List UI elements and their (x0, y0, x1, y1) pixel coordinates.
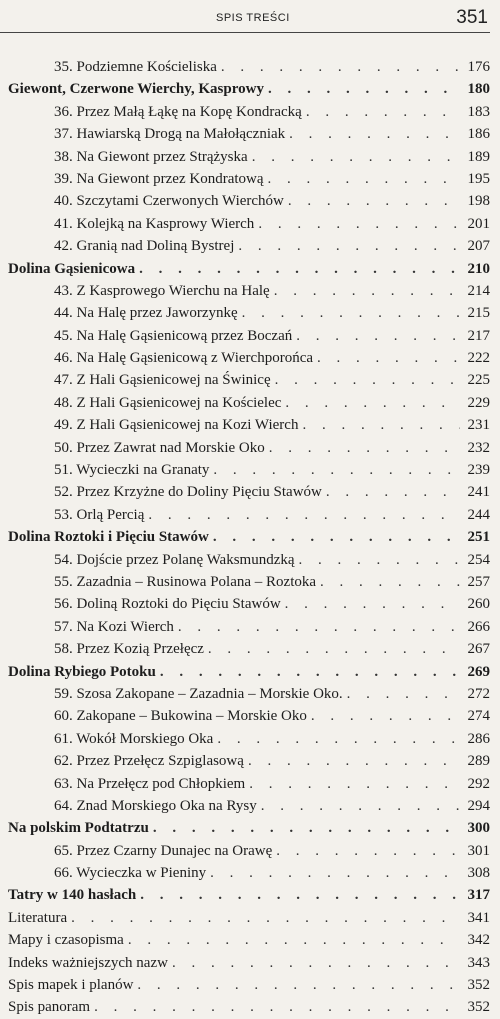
toc-page-number: 254 (467, 551, 490, 568)
toc-page-number: 210 (467, 260, 490, 277)
toc-page-number: 352 (467, 999, 490, 1016)
toc-entry-row (8, 235, 490, 257)
toc-entry-row (8, 862, 490, 884)
toc-entry-row (8, 459, 490, 481)
dot-leader (71, 907, 460, 929)
toc-entry-title: 66. Wycieczka w Pieniny (54, 865, 207, 882)
toc-entry-row (8, 728, 490, 750)
table-of-contents (8, 56, 490, 1019)
toc-entry-row (8, 414, 490, 436)
toc-entry-title: 64. Znad Morskiego Oka na Rysy (54, 797, 257, 814)
dot-leader (248, 750, 460, 772)
toc-entry-title: 41. Kolejką na Kasprowy Wierch (54, 215, 255, 232)
toc-page-number: 267 (467, 641, 490, 658)
toc-entry-title: 43. Z Kasprowego Wierchu na Halę (54, 282, 270, 299)
toc-page-number: 352 (467, 977, 490, 994)
toc-entry-row (8, 974, 490, 996)
toc-page-number: 231 (467, 417, 490, 434)
toc-section-row (8, 884, 490, 906)
dot-leader (213, 526, 460, 548)
toc-entry-row (8, 101, 490, 123)
dot-leader (285, 392, 460, 414)
toc-page-number: 257 (467, 573, 490, 590)
toc-page-number: 269 (467, 663, 490, 680)
dot-leader (140, 884, 460, 906)
dot-leader (213, 459, 460, 481)
toc-entry-title: 44. Na Halę przez Jaworzynkę (54, 305, 238, 322)
toc-entry-title: 38. Na Giewont przez Strążyska (54, 148, 248, 165)
toc-entry-title: Spis mapek i planów (8, 977, 134, 994)
toc-page-number: 241 (467, 484, 490, 501)
toc-entry-title: 53. Orlą Percią (54, 506, 145, 523)
dot-leader (274, 280, 460, 302)
toc-entry-row (8, 504, 490, 526)
toc-section-title: Tatry w 140 hasłach (8, 887, 137, 904)
toc-section-title: Dolina Roztoki i Pięciu Stawów (8, 529, 209, 546)
dot-leader (221, 56, 460, 78)
toc-entry-row (8, 437, 490, 459)
toc-entry-title: 36. Przez Małą Łąkę na Kopę Kondracką (54, 103, 302, 120)
toc-page-number: 301 (467, 842, 490, 859)
toc-page-number: 274 (467, 708, 490, 725)
toc-page-number: 239 (467, 462, 490, 479)
toc-page-number: 343 (467, 954, 490, 971)
toc-entry-title: 59. Szosa Zakopane – Zazadnia – Morskie Oko. (54, 685, 343, 702)
toc-entry-row (8, 302, 490, 324)
dot-leader (275, 369, 460, 391)
dot-leader (347, 683, 460, 705)
toc-entry-row (8, 683, 490, 705)
dot-leader (276, 840, 460, 862)
toc-page-number: 207 (467, 238, 490, 255)
page-number: 351 (456, 7, 488, 28)
toc-section-title: Dolina Rybiego Potoku (8, 663, 156, 680)
dot-leader (285, 593, 460, 615)
toc-page-number: 189 (467, 148, 490, 165)
toc-entry-row (8, 952, 490, 974)
toc-section-row (8, 817, 490, 839)
toc-entry-title: 56. Doliną Roztoki do Pięciu Stawów (54, 596, 281, 613)
running-title: SPIS TREŚCI (216, 12, 290, 24)
toc-page-number: 183 (467, 103, 490, 120)
toc-entry-title: 61. Wokół Morskiego Oka (54, 730, 214, 747)
toc-entry-row (8, 840, 490, 862)
dot-leader (178, 616, 460, 638)
toc-entry-title: 58. Przez Kozią Przełęcz (54, 641, 204, 658)
page-header (0, 0, 500, 36)
dot-leader (306, 101, 460, 123)
dot-leader (160, 661, 460, 683)
toc-page-number: 294 (467, 797, 490, 814)
toc-entry-title: 63. Na Przełęcz pod Chłopkiem (54, 775, 246, 792)
toc-entry-row (8, 325, 490, 347)
toc-entry-row (8, 795, 490, 817)
toc-entry-row (8, 549, 490, 571)
dot-leader (238, 235, 460, 257)
toc-page-number: 217 (467, 327, 490, 344)
toc-entry-row (8, 280, 490, 302)
header-rule (0, 32, 490, 33)
dot-leader (217, 728, 460, 750)
dot-leader (302, 414, 460, 436)
dot-leader (249, 773, 460, 795)
toc-entry-title: 54. Dojście przez Polanę Waksmundzką (54, 551, 295, 568)
toc-entry-row (8, 481, 490, 503)
toc-page-number: 229 (467, 394, 490, 411)
toc-entry-title: 65. Przez Czarny Dunajec na Orawę (54, 842, 273, 859)
toc-entry-title: 49. Z Hali Gąsienicowej na Kozi Wierch (54, 417, 299, 434)
toc-page-number: 317 (467, 887, 490, 904)
toc-entry-title: 48. Z Hali Gąsienicowej na Kościelec (54, 394, 282, 411)
toc-entry-row (8, 996, 490, 1018)
dot-leader (148, 504, 460, 526)
dot-leader (311, 705, 460, 727)
dot-leader (268, 168, 460, 190)
toc-entry-row (8, 392, 490, 414)
toc-page-number: 214 (467, 282, 490, 299)
toc-entry-title: 39. Na Giewont przez Kondratową (54, 170, 264, 187)
toc-page-number: 201 (467, 215, 490, 232)
toc-page-number: 176 (467, 59, 490, 75)
toc-entry-row (8, 571, 490, 593)
toc-page-number: 260 (467, 596, 490, 613)
toc-page-number: 342 (467, 932, 490, 949)
toc-section-row (8, 258, 490, 280)
toc-page-number: 341 (467, 909, 490, 926)
toc-entry-title: 40. Szczytami Czerwonych Wierchów (54, 193, 284, 210)
toc-entry-row (8, 190, 490, 212)
toc-entry-row (8, 347, 490, 369)
toc-entry-row (8, 638, 490, 660)
toc-section-title: Na polskim Podtatrzu (8, 820, 149, 837)
toc-entry-title: 47. Z Hali Gąsienicowej na Świnicę (54, 372, 271, 389)
toc-section-row (8, 526, 490, 548)
dot-leader (139, 258, 460, 280)
dot-leader (268, 78, 460, 100)
toc-entry-title: 50. Przez Zawrat nad Morskie Oko (54, 439, 265, 456)
toc-entry-row (8, 123, 490, 145)
toc-entry-title: 42. Granią nad Doliną Bystrej (54, 238, 235, 255)
toc-section-title: Giewont, Czerwone Wierchy, Kasprowy (8, 81, 264, 98)
toc-entry-row (8, 146, 490, 168)
dot-leader (317, 347, 460, 369)
toc-entry-row (8, 369, 490, 391)
toc-entry-title: 55. Zazadnia – Rusinowa Polana – Roztoka (54, 573, 317, 590)
dot-leader (210, 862, 460, 884)
toc-page-number: 180 (467, 81, 490, 98)
toc-entry-row (8, 56, 490, 78)
toc-entry-title: Literatura (8, 909, 68, 926)
toc-page-number: 244 (467, 506, 490, 523)
dot-leader (128, 929, 460, 951)
toc-entry-title: 60. Zakopane – Bukowina – Morskie Oko (54, 708, 307, 725)
toc-entry-title: 51. Wycieczki na Granaty (54, 462, 210, 479)
dot-leader (153, 817, 460, 839)
toc-page-number: 300 (467, 820, 490, 837)
toc-page-number: 272 (467, 685, 490, 702)
toc-section-row (8, 661, 490, 683)
toc-page-number: 289 (467, 753, 490, 770)
dot-leader (289, 123, 460, 145)
dot-leader (94, 996, 460, 1018)
toc-page-number: 222 (467, 350, 490, 367)
toc-page-number: 195 (467, 170, 490, 187)
toc-page-number: 215 (467, 305, 490, 322)
toc-page-number: 292 (467, 775, 490, 792)
toc-page-number: 251 (467, 529, 490, 546)
toc-page-number: 186 (467, 126, 490, 143)
toc-entry-row (8, 213, 490, 235)
toc-entry-title: Spis panoram (8, 999, 91, 1016)
toc-entry-row (8, 616, 490, 638)
dot-leader (326, 481, 460, 503)
toc-entry-row (8, 773, 490, 795)
dot-leader (137, 974, 460, 996)
toc-entry-title: Mapy i czasopisma (8, 932, 124, 949)
toc-section-title: Dolina Gąsienicowa (8, 260, 136, 277)
dot-leader (299, 549, 460, 571)
toc-section-row (8, 78, 490, 100)
toc-entry-title: 37. Hawiarską Drogą na Małołączniak (54, 126, 286, 143)
toc-entry-title: 52. Przez Krzyżne do Doliny Pięciu Stawów (54, 484, 322, 501)
toc-entry-row (8, 907, 490, 929)
dot-leader (172, 952, 460, 974)
dot-leader (296, 325, 460, 347)
toc-page-number: 308 (467, 865, 490, 882)
toc-entry-title: 57. Na Kozi Wierch (54, 618, 174, 635)
toc-entry-title: 45. Na Halę Gąsienicową przez Boczań (54, 327, 293, 344)
toc-entry-title: 35. Podziemne Kościeliska (54, 59, 217, 75)
dot-leader (208, 638, 460, 660)
toc-page-number: 198 (467, 193, 490, 210)
toc-entry-title: Indeks ważniejszych nazw (8, 954, 168, 971)
dot-leader (252, 146, 460, 168)
dot-leader (258, 213, 460, 235)
dot-leader (242, 302, 460, 324)
toc-entry-row (8, 168, 490, 190)
dot-leader (288, 190, 460, 212)
dot-leader (261, 795, 460, 817)
toc-page-number: 232 (467, 439, 490, 456)
toc-entry-row (8, 750, 490, 772)
toc-page-number: 266 (467, 618, 490, 635)
dot-leader (269, 437, 460, 459)
toc-entry-title: 62. Przez Przełęcz Szpiglasową (54, 753, 244, 770)
toc-entry-row (8, 705, 490, 727)
toc-entry-row (8, 593, 490, 615)
toc-entry-row (8, 929, 490, 951)
toc-page-number: 286 (467, 730, 490, 747)
dot-leader (320, 571, 460, 593)
toc-entry-title: 46. Na Halę Gąsienicową z Wierchporońca (54, 350, 314, 367)
toc-page-number: 225 (467, 372, 490, 389)
